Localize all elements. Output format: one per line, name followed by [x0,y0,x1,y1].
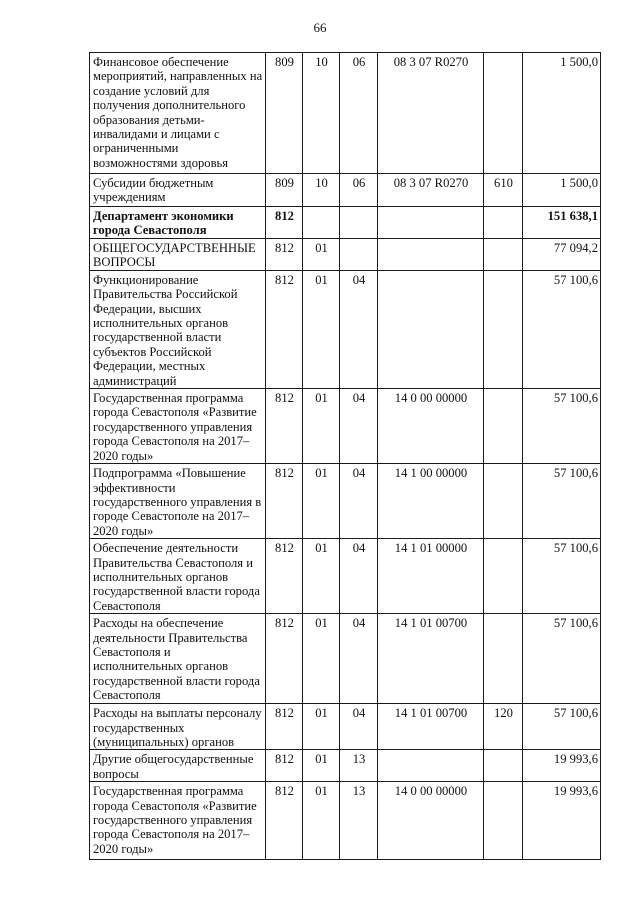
vr-cell: 120 [484,704,523,750]
pr-cell [340,207,378,239]
pr-cell [340,238,378,270]
name-cell: Государственная программа города Севастополя «Развитие государственного управления города Севастополя на 2017–2020 годы» [90,389,266,464]
rz-cell: 01 [303,464,340,539]
ved-cell: 812 [266,464,303,539]
ved-cell: 812 [266,782,303,860]
pr-cell: 04 [340,270,378,388]
sum-cell: 151 638,1 [523,207,601,239]
name-cell: Расходы на выплаты персоналу государственных (муниципальных) органов [90,704,266,750]
rz-cell: 01 [303,389,340,464]
table-row [90,614,601,704]
pr-cell: 13 [340,782,378,860]
table-row [90,782,601,860]
rz-cell: 01 [303,750,340,782]
ved-cell: 812 [266,238,303,270]
vr-cell [484,389,523,464]
sum-cell: 57 100,6 [523,704,601,750]
ved-cell: 809 [266,53,303,174]
ved-cell: 812 [266,270,303,388]
sum-cell: 57 100,6 [523,270,601,388]
rz-cell: 01 [303,614,340,704]
ved-cell: 812 [266,207,303,239]
vr-cell [484,207,523,239]
rz-cell [303,207,340,239]
name-cell: Обеспечение деятельности Правительства Севастополя и исполнительных органов государственной власти города Севастополя [90,539,266,614]
ved-cell: 812 [266,389,303,464]
pr-cell: 06 [340,174,378,207]
sum-cell: 57 100,6 [523,389,601,464]
sum-cell: 19 993,6 [523,782,601,860]
table-row [90,704,601,750]
pr-cell: 06 [340,53,378,174]
ved-cell: 812 [266,539,303,614]
vr-cell [484,270,523,388]
sum-cell: 19 993,6 [523,750,601,782]
name-cell: Департамент экономики города Севастополя [90,207,266,239]
vr-cell [484,539,523,614]
vr-cell [484,238,523,270]
ved-cell: 812 [266,750,303,782]
name-cell: Другие общегосударственные вопросы [90,750,266,782]
csr-cell: 14 1 00 00000 [378,464,484,539]
csr-cell [378,238,484,270]
name-cell: Субсидии бюджетным учреждениям [90,174,266,207]
table-row [90,464,601,539]
sum-cell: 1 500,0 [523,53,601,174]
sum-cell: 57 100,6 [523,464,601,539]
rz-cell: 01 [303,704,340,750]
table-row [90,389,601,464]
vr-cell: 610 [484,174,523,207]
rz-cell: 01 [303,238,340,270]
pr-cell: 13 [340,750,378,782]
csr-cell: 14 1 01 00700 [378,614,484,704]
csr-cell: 14 1 01 00700 [378,704,484,750]
sum-cell: 57 100,6 [523,539,601,614]
pr-cell: 04 [340,614,378,704]
name-cell: Финансовое обеспечение мероприятий, направленных на создание условий для получения дополнительного образования детьми-инвалидами и лицами с ограниченными возможностями здоровья [90,53,266,174]
table-row [90,539,601,614]
rz-cell: 10 [303,53,340,174]
pr-cell: 04 [340,539,378,614]
csr-cell: 14 0 00 00000 [378,389,484,464]
csr-cell: 08 3 07 R0270 [378,53,484,174]
rz-cell: 01 [303,539,340,614]
rz-cell: 01 [303,782,340,860]
name-cell: Расходы на обеспечение деятельности Правительства Севастополя и исполнительных органов государственной власти города Севастополя [90,614,266,704]
pr-cell: 04 [340,704,378,750]
vr-cell [484,53,523,174]
ved-cell: 812 [266,704,303,750]
budget-table [89,52,601,860]
vr-cell [484,750,523,782]
table-row [90,750,601,782]
sum-cell: 57 100,6 [523,614,601,704]
table-row [90,174,601,207]
ved-cell: 812 [266,614,303,704]
pr-cell: 04 [340,389,378,464]
name-cell: ОБЩЕГОСУДАРСТВЕННЫЕ ВОПРОСЫ [90,238,266,270]
rz-cell: 10 [303,174,340,207]
vr-cell [484,614,523,704]
table-row [90,238,601,270]
sum-cell: 77 094,2 [523,238,601,270]
csr-cell [378,270,484,388]
table-row [90,53,601,174]
sum-cell: 1 500,0 [523,174,601,207]
table-row [90,270,601,388]
ved-cell: 809 [266,174,303,207]
pr-cell: 04 [340,464,378,539]
csr-cell: 14 0 00 00000 [378,782,484,860]
page-number: 66 [313,20,327,35]
vr-cell [484,782,523,860]
name-cell: Государственная программа города Севастополя «Развитие государственного управления города Севастополя на 2017–2020 годы» [90,782,266,860]
csr-cell [378,750,484,782]
csr-cell [378,207,484,239]
csr-cell: 08 3 07 R0270 [378,174,484,207]
table-row [90,207,601,239]
csr-cell: 14 1 01 00000 [378,539,484,614]
rz-cell: 01 [303,270,340,388]
name-cell: Функционирование Правительства Российской Федерации, высших исполнительных органов государственной власти субъектов Российской Федерации, местных администраций [90,270,266,388]
name-cell: Подпрограмма «Повышение эффективности государственного управления в городе Севастополе на 2017–2020 годы» [90,464,266,539]
vr-cell [484,464,523,539]
